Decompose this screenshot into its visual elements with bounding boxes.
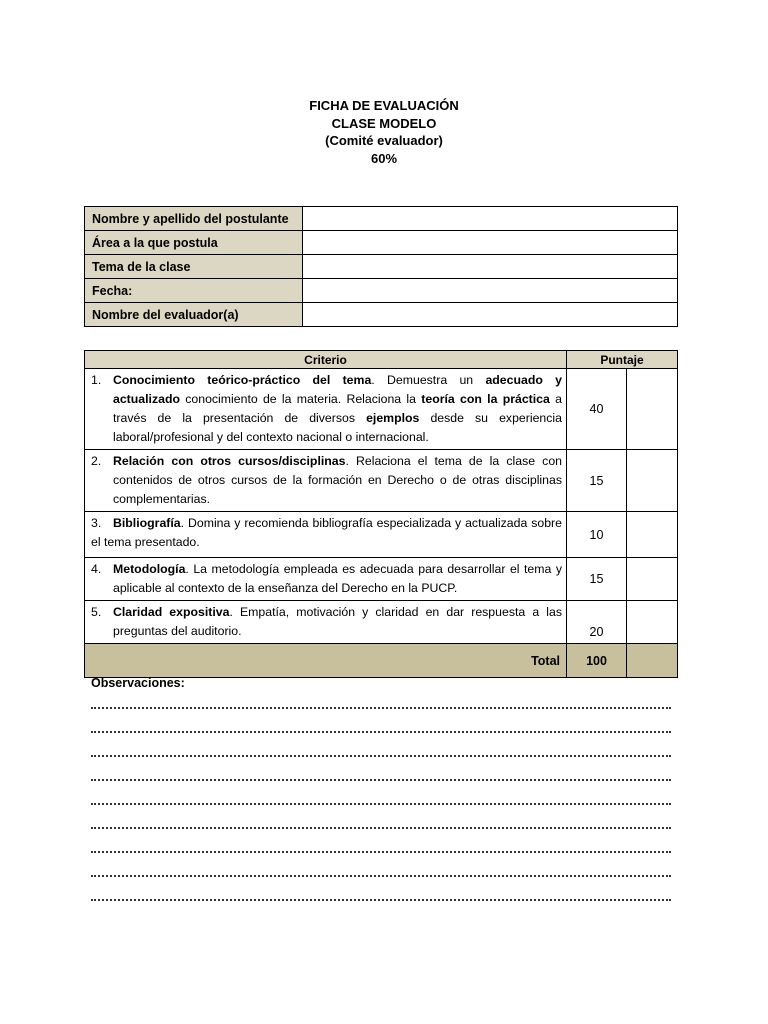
info-row xyxy=(85,303,678,327)
criterion-text: conocimiento de la materia. Relaciona la xyxy=(179,392,422,406)
criterion-description xyxy=(85,369,567,450)
observation-line[interactable] xyxy=(91,705,671,709)
info-field-area[interactable] xyxy=(303,231,678,255)
total-input-cell[interactable] xyxy=(627,644,678,678)
criterion-number: 3. xyxy=(91,516,102,530)
criterion-row xyxy=(85,558,678,601)
criterion-emphasis: teoría con la práctica xyxy=(421,392,550,406)
criterion-title: Bibliografía xyxy=(113,516,181,530)
info-label-name: Nombre y apellido del postulante xyxy=(85,207,303,231)
info-label-evaluator: Nombre del evaluador(a) xyxy=(85,303,303,327)
info-row xyxy=(85,255,678,279)
criterion-number: 5. xyxy=(91,605,102,619)
criterion-title: Claridad expositiva xyxy=(113,605,230,619)
criterion-number: 1. xyxy=(91,373,102,387)
info-field-topic[interactable] xyxy=(303,255,678,279)
observation-line[interactable] xyxy=(91,777,671,781)
observation-line[interactable] xyxy=(91,897,671,901)
score-input-cell[interactable] xyxy=(627,601,678,644)
criterion-text: . Domina y recomienda bibliografía especializada y actualizada sobre el tema presentado. xyxy=(91,516,562,549)
form-title: FICHA DE EVALUACIÓN xyxy=(309,98,459,113)
criterion-score: 10 xyxy=(567,512,627,558)
criterion-row xyxy=(85,512,678,558)
document-header xyxy=(0,97,768,167)
info-field-name[interactable] xyxy=(303,207,678,231)
criterion-text: . Empatía, motivación y claridad en dar respuesta a las preguntas del auditorio. xyxy=(113,605,562,638)
info-label-topic: Tema de la clase xyxy=(85,255,303,279)
criterion-description xyxy=(85,601,567,644)
form-weight: 60% xyxy=(370,150,398,166)
criterion-description xyxy=(85,558,567,601)
criterion-score: 20 xyxy=(567,601,627,644)
score-input-cell[interactable] xyxy=(627,558,678,601)
criterion-score: 40 xyxy=(567,369,627,450)
criterion-text: a través de la presentación de diversos xyxy=(113,392,562,425)
criterion-text: . Relaciona el tema de la clase con contenidos de otros cursos de la formación en Derecho o de otras disciplinas complementarias. xyxy=(113,454,562,506)
score-input-cell[interactable] xyxy=(627,369,678,450)
criterion-number: 4. xyxy=(91,562,102,576)
criterion-score: 15 xyxy=(567,558,627,601)
total-row xyxy=(85,644,678,678)
observation-line[interactable] xyxy=(91,849,671,853)
observation-line[interactable] xyxy=(91,729,671,733)
info-field-date[interactable] xyxy=(303,279,678,303)
criterion-number: 2. xyxy=(91,454,102,468)
form-committee: (Comité evaluador) xyxy=(325,133,443,148)
observation-line[interactable] xyxy=(91,753,671,757)
criterion-title: Relación con otros cursos/disciplinas xyxy=(113,454,346,468)
criterion-title: Metodología xyxy=(113,562,186,576)
criterion-emphasis: adecuado y actualizado xyxy=(113,373,562,406)
info-row xyxy=(85,231,678,255)
criterion-row xyxy=(85,450,678,512)
observation-line[interactable] xyxy=(91,825,671,829)
criterion-emphasis: ejemplos xyxy=(366,411,420,425)
score-column-header: Puntaje xyxy=(567,351,678,369)
total-label: Total xyxy=(85,644,567,678)
total-value: 100 xyxy=(567,644,627,678)
observations-label: Observaciones: xyxy=(91,676,185,690)
observation-line[interactable] xyxy=(91,873,671,877)
info-label-date: Fecha: xyxy=(85,279,303,303)
form-subtitle: CLASE MODELO xyxy=(331,115,437,131)
criterion-title: Conocimiento teórico-práctico del tema xyxy=(113,373,372,387)
criterion-text: . Demuestra un xyxy=(371,373,486,387)
candidate-info-table xyxy=(84,206,678,327)
criterion-text: desde su experiencia laboral/profesional y del contexto nacional o internacional. xyxy=(113,411,562,444)
criteria-header-row xyxy=(85,351,678,369)
criterion-description xyxy=(85,450,567,512)
observation-line[interactable] xyxy=(91,801,671,805)
score-input-cell[interactable] xyxy=(627,512,678,558)
score-input-cell[interactable] xyxy=(627,450,678,512)
criteria-column-header: Criterio xyxy=(85,351,567,369)
info-row xyxy=(85,207,678,231)
info-field-evaluator[interactable] xyxy=(303,303,678,327)
info-row xyxy=(85,279,678,303)
criterion-score: 15 xyxy=(567,450,627,512)
info-label-area: Área a la que postula xyxy=(85,231,303,255)
criterion-row xyxy=(85,369,678,450)
criterion-description xyxy=(85,512,567,558)
criterion-text: . La metodología empleada es adecuada para desarrollar el tema y aplicable al contexto de la enseñanza del Derecho en la PUCP. xyxy=(113,562,562,595)
criteria-table xyxy=(84,350,678,678)
criterion-row xyxy=(85,601,678,644)
